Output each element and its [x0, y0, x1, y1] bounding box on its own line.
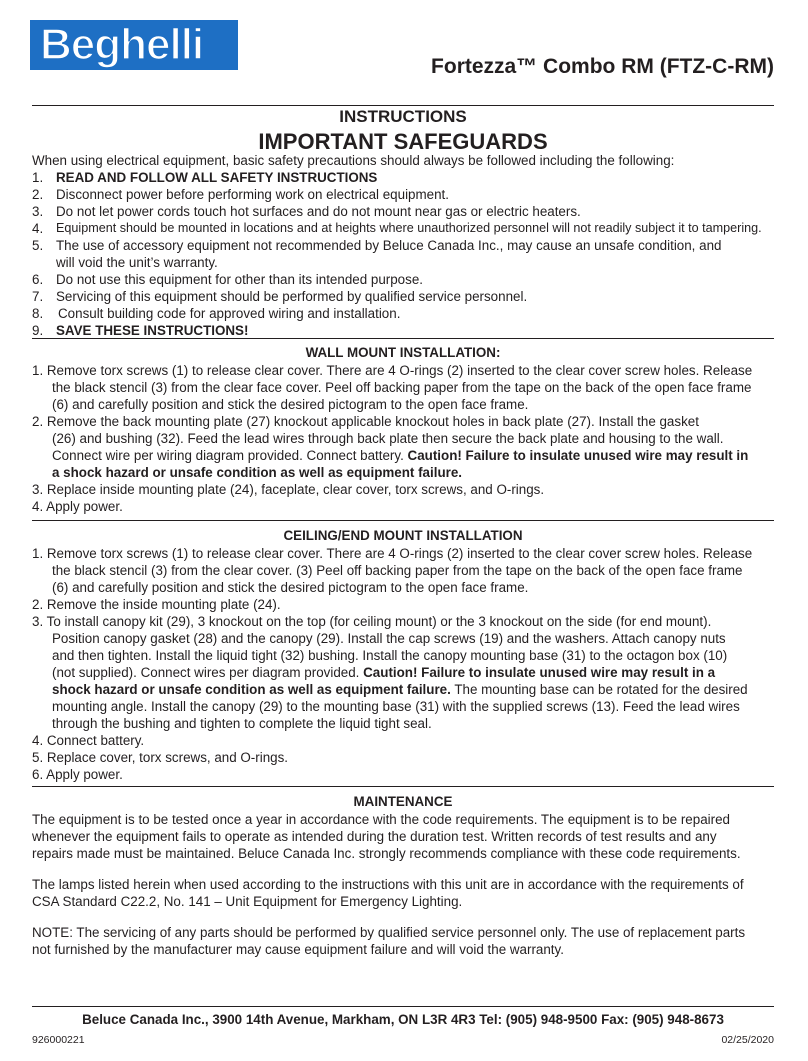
step-line: Position canopy gasket (28) and the canopy (29). Install the cap screws (19) and the washers. Attach canopy nuts: [52, 631, 726, 646]
list-item-num: 1.: [32, 170, 44, 185]
document-number: 926000221: [32, 1034, 85, 1046]
list-item-num: 2.: [32, 187, 44, 202]
caution-text: Caution! Failure to insulate unused wire may result in: [407, 448, 749, 463]
paragraph-line: NOTE: The servicing of any parts should be performed by qualified service personnel only. The use of replacement parts: [32, 925, 746, 940]
list-item-continuation: will void the unit’s warranty.: [56, 255, 218, 270]
divider: [32, 1006, 774, 1007]
caution-text: shock hazard or unsafe condition as well as equipment failure.: [52, 682, 451, 697]
list-item: Do not let power cords touch hot surfaces and do not mount near gas or electric heaters.: [56, 204, 581, 219]
step-line: [52, 681, 748, 698]
step-line: 5. Replace cover, torx screws, and O-rings.: [32, 750, 289, 765]
step-line: the black stencil (3) from the clear cover. (3) Peel off backing paper from the tape on the back of the open face frame: [52, 563, 743, 578]
step-line: (6) and carefully position and stick the desired pictogram to the open face frame.: [52, 580, 529, 595]
step-line: (26) and bushing (32). Feed the lead wires through back plate then secure the back plate and housing to the wall.: [52, 431, 724, 446]
step-line: (6) and carefully position and stick the desired pictogram to the open face frame.: [52, 397, 529, 412]
wall-mount-heading: WALL MOUNT INSTALLATION:: [305, 345, 501, 360]
paragraph-line: not furnished by the manufacturer may cause equipment failure and will void the warranty.: [32, 942, 564, 957]
brand-logo-text: Beghelli: [40, 20, 204, 69]
step-line: 2. Remove the back mounting plate (27) knockout applicable knockout holes in back plate (27). Install the gasket: [32, 414, 699, 429]
step-line: 4. Apply power.: [32, 499, 123, 514]
step-line: 2. Remove the inside mounting plate (24).: [32, 597, 281, 612]
step-line: 3. To install canopy kit (29), 3 knockout on the top (for ceiling mount) or the 3 knockout on the side (for end mount).: [32, 614, 712, 629]
divider: [32, 520, 774, 521]
instructions-heading: INSTRUCTIONS: [339, 107, 467, 126]
step-line: 1. Remove torx screws (1) to release clear cover. There are 4 O-rings (2) inserted to the clear cover screw holes. Release: [32, 363, 753, 378]
paragraph-line: CSA Standard C22.2, No. 141 – Unit Equipment for Emergency Lighting.: [32, 894, 463, 909]
step-line: and then tighten. Install the liquid tight (32) bushing. Install the canopy mounting base (31) to the octagon box (10): [52, 648, 728, 663]
list-item-num: 7.: [32, 289, 44, 304]
step-line: mounting angle. Install the canopy (29) to the mounting base (31) with the supplied screws (13). Feed the lead wires: [52, 699, 740, 714]
step-line: 1. Remove torx screws (1) to release clear cover. There are 4 O-rings (2) inserted to the clear cover screw holes. Release: [32, 546, 753, 561]
list-item: READ AND FOLLOW ALL SAFETY INSTRUCTIONS: [56, 170, 378, 185]
list-item: The use of accessory equipment not recommended by Beluce Canada Inc., may cause an unsafe condition, and: [56, 238, 722, 253]
step-text: (not supplied). Connect wires per diagram provided.: [52, 665, 360, 680]
paragraph-line: The equipment is to be tested once a year in accordance with the code requirements. The equipment is to be repaired: [32, 812, 730, 827]
caution-text: Caution! Failure to insulate unused wire may result in a: [363, 665, 716, 680]
step-line: through the bushing and tighten to complete the liquid tight seal.: [52, 716, 432, 731]
list-item: Servicing of this equipment should be performed by qualified service personnel.: [56, 289, 528, 304]
list-item: Consult building code for approved wiring and installation.: [58, 306, 401, 321]
step-line: 6. Apply power.: [32, 767, 123, 782]
list-item-num: 6.: [32, 272, 44, 287]
step-line: [52, 664, 715, 681]
divider: [32, 105, 774, 106]
divider: [32, 786, 774, 787]
intro-text: When using electrical equipment, basic safety precautions should always be followed including the following:: [32, 153, 675, 168]
list-item-num: 5.: [32, 238, 44, 253]
list-item: Equipment should be mounted in locations and at heights where unauthorized personnel will not readily subject it to tampering.: [56, 221, 762, 235]
list-item: Do not use this equipment for other than its intended purpose.: [56, 272, 423, 287]
caution-text: a shock hazard or unsafe condition as well as equipment failure.: [52, 465, 463, 480]
document-date: 02/25/2020: [721, 1034, 774, 1046]
list-item-num: 8.: [32, 306, 44, 321]
safeguards-heading: IMPORTANT SAFEGUARDS: [258, 129, 548, 154]
maintenance-heading: MAINTENANCE: [353, 794, 453, 809]
list-item-num: 4.: [32, 221, 44, 236]
product-title: Fortezza™ Combo RM (FTZ-C-RM): [431, 55, 774, 78]
step-line: 3. Replace inside mounting plate (24), faceplate, clear cover, torx screws, and O-rings.: [32, 482, 545, 497]
step-line: [52, 447, 748, 464]
paragraph-line: whenever the equipment fails to operate as intended during the duration test. Written records of test results and any: [32, 829, 717, 844]
step-line: the black stencil (3) from the clear face cover. Peel off backing paper from the tape on the back of the open face frame: [52, 380, 752, 395]
step-text: Connect wire per wiring diagram provided. Connect battery.: [52, 448, 404, 463]
list-item-num: 3.: [32, 204, 44, 219]
list-item: SAVE THESE INSTRUCTIONS!: [56, 323, 249, 338]
ceiling-mount-heading: CEILING/END MOUNT INSTALLATION: [283, 528, 523, 543]
step-text: The mounting base can be rotated for the desired: [454, 682, 748, 697]
footer-address: Beluce Canada Inc., 3900 14th Avenue, Markham, ON L3R 4R3 Tel: (905) 948-9500 Fax: (905) 948-8673: [82, 1012, 724, 1027]
list-item: Disconnect power before performing work on electrical equipment.: [56, 187, 449, 202]
divider: [32, 338, 774, 339]
paragraph-line: repairs made must be maintained. Beluce Canada Inc. strongly recommends compliance with these code requirements.: [32, 846, 741, 861]
paragraph-line: The lamps listed herein when used according to the instructions with this unit are in accordance with the requirements of: [32, 877, 744, 892]
step-line: 4. Connect battery.: [32, 733, 145, 748]
list-item-num: 9.: [32, 323, 44, 338]
